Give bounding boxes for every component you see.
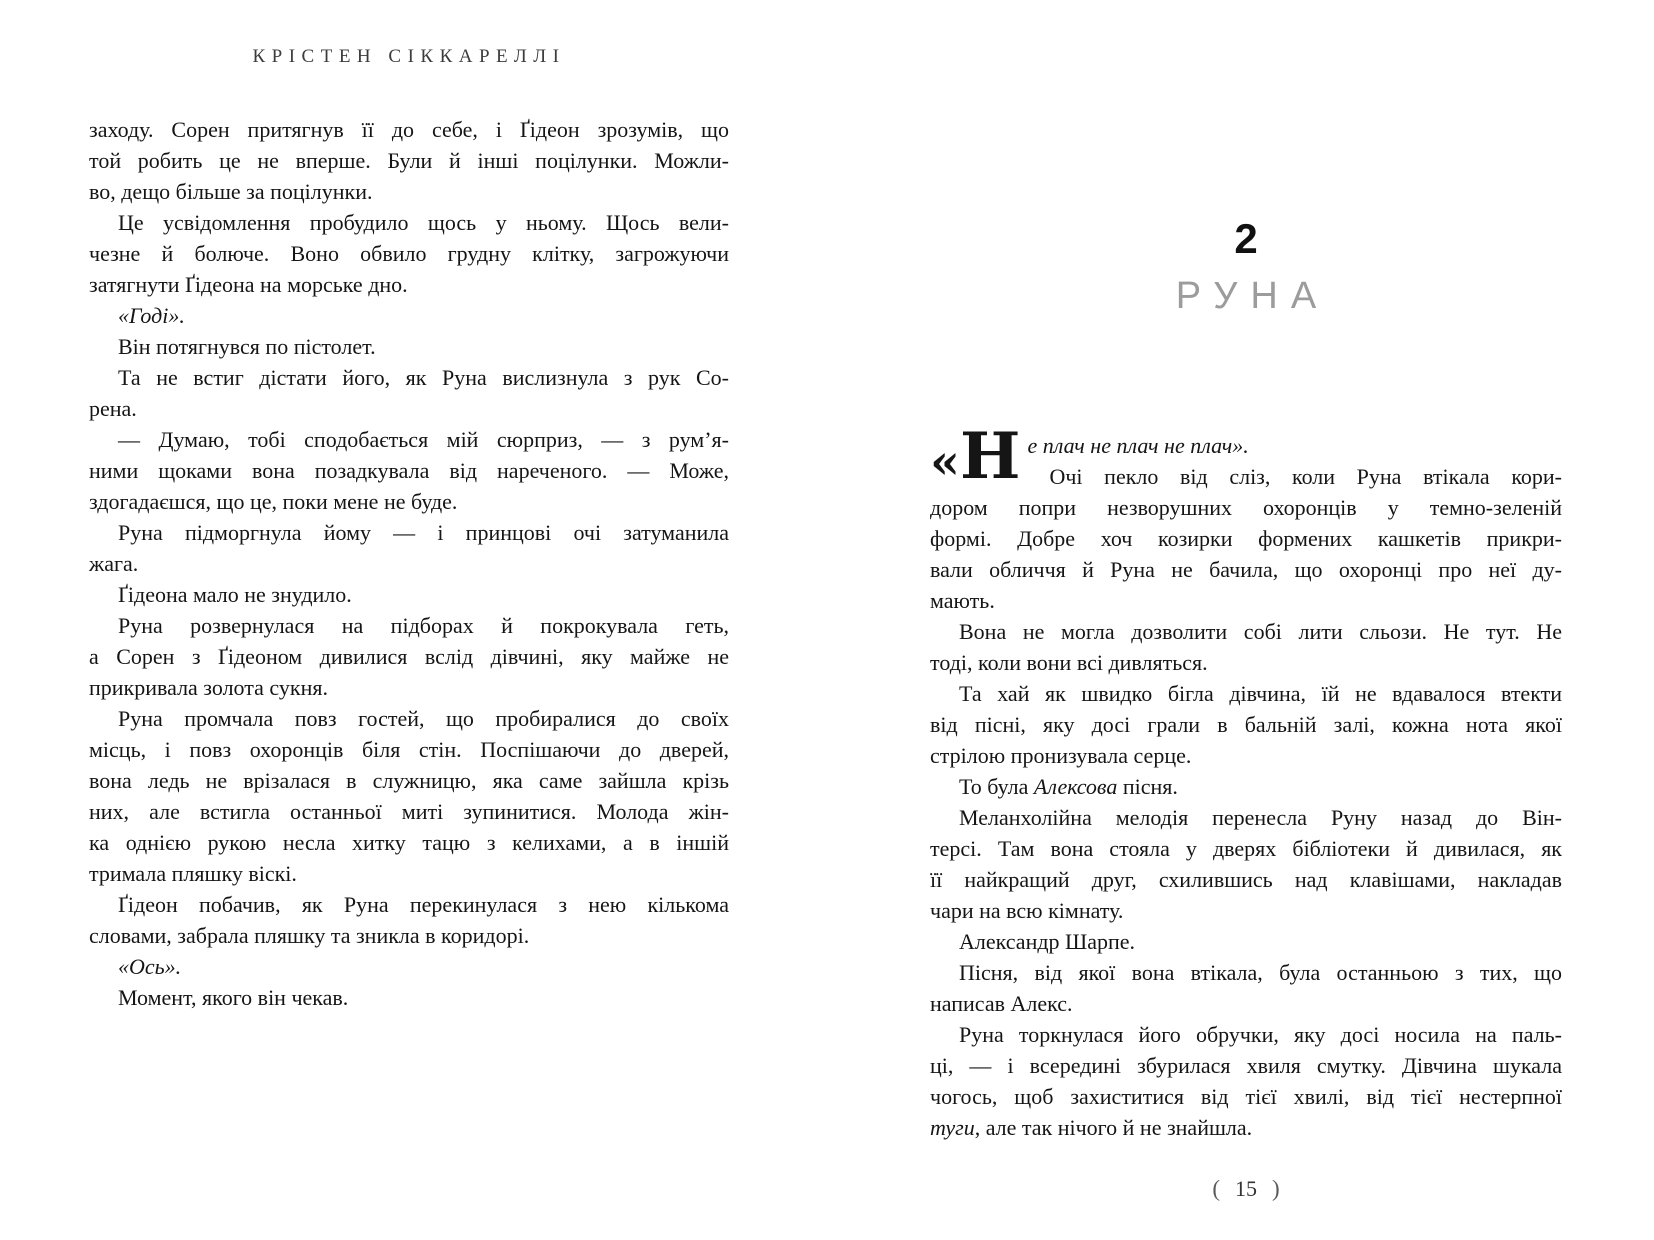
- text-segment: прикривала золота сукня.: [89, 675, 328, 700]
- folio-number: 15: [1235, 1176, 1257, 1201]
- text-line: [89, 207, 729, 238]
- chapter-number: 2: [1234, 215, 1258, 262]
- text-segment: — Думаю, тобі сподобається мій сюрприз, — з рум’я-: [118, 427, 729, 452]
- text-line: [89, 114, 729, 145]
- text-segment: мають.: [930, 588, 995, 613]
- text-line: [930, 895, 1562, 926]
- text-segment: той робить це не вперше. Були й інші поцілунки. Можли-: [89, 148, 729, 173]
- text-segment: Та хай як швидко бігла дівчина, їй не вдавалося втекти: [959, 681, 1562, 706]
- paragraph: [89, 889, 729, 951]
- paragraph: [930, 926, 1562, 957]
- paragraph: [930, 1019, 1562, 1143]
- text-segment: «Годі».: [118, 303, 185, 328]
- folio-open-paren: (: [1212, 1176, 1220, 1201]
- paragraph: [930, 771, 1562, 802]
- running-header: КРІСТЕН СІККАРЕЛЛІ: [252, 46, 566, 67]
- text-segment: Руна розвернулася на підборах й покрокувала геть,: [118, 613, 729, 638]
- paragraph: [89, 362, 729, 424]
- text-line: [89, 734, 729, 765]
- text-segment: Александр Шарпе.: [959, 929, 1136, 954]
- text-line: [930, 957, 1562, 988]
- paragraph: [89, 331, 729, 362]
- text-line: [930, 554, 1562, 585]
- text-segment: стрілою пронизувала серце.: [930, 743, 1192, 768]
- text-segment: Алексова: [1033, 774, 1118, 799]
- text-segment: заходу. Сорен притягнув її до себе, і Ґідеон зрозумів, що: [89, 117, 729, 142]
- text-segment: тоді, коли вони всі дивляться.: [930, 650, 1208, 675]
- text-line: [930, 1081, 1562, 1112]
- paragraph: [89, 300, 729, 331]
- paragraph: [89, 703, 729, 889]
- text-segment: терсі. Там вона стояла у дверях бібліотеки й дивилася, як: [930, 836, 1562, 861]
- text-segment: словами, забрала пляшку та зникла в коридорі.: [89, 923, 530, 948]
- left-page-body: [89, 114, 729, 1013]
- text-segment: них, але встигла останньої миті зупинитися. Молода жін-: [89, 799, 729, 824]
- text-line: [89, 393, 729, 424]
- chapter-title: РУНА: [1175, 275, 1330, 317]
- text-segment: Руна підморгнула йому — і принцові очі затуманила: [118, 520, 729, 545]
- text-segment: «Ось».: [118, 954, 182, 979]
- text-line: [89, 176, 729, 207]
- text-line: [930, 771, 1562, 802]
- folio-close-paren: ): [1272, 1176, 1280, 1201]
- text-segment: тримала пляшку віскі.: [89, 861, 297, 886]
- text-segment: а Сорен з Ґідеоном дивилися вслід дівчині, яку майже не: [89, 644, 729, 669]
- paragraph: [89, 207, 729, 300]
- text-segment: Це усвідомлення пробудило щось у ньому. Щось вели-: [118, 210, 729, 235]
- text-segment: від пісні, яку досі грали в бальній залі, кожна нота якої: [930, 712, 1562, 737]
- opening-quote-mark: «: [930, 434, 960, 490]
- drop-cap-letter: Н: [960, 419, 1021, 494]
- text-line: [930, 1019, 1562, 1050]
- text-line: [930, 1112, 1562, 1143]
- text-line: [930, 709, 1562, 740]
- text-line: [930, 523, 1562, 554]
- text-line: [89, 548, 729, 579]
- text-line: [930, 492, 1562, 523]
- text-segment: ка однією рукою несла хитку тацю з келихами, а в іншій: [89, 830, 729, 855]
- text-line: [89, 951, 729, 982]
- text-line: [89, 517, 729, 548]
- page-number: [930, 1176, 1562, 1202]
- text-line: [89, 982, 729, 1013]
- text-line: [930, 647, 1562, 678]
- text-segment: жага.: [89, 551, 139, 576]
- text-segment: Ґідеона мало не знудило.: [118, 582, 352, 607]
- text-line: [89, 362, 729, 393]
- paragraph: [89, 424, 729, 517]
- text-line: [930, 833, 1562, 864]
- text-line: [89, 920, 729, 951]
- text-line: [89, 579, 729, 610]
- text-line: [89, 300, 729, 331]
- text-segment: ці, — і всередині збурилася хвиля смутку. Дівчина шукала: [930, 1053, 1562, 1078]
- chapter-opening: [930, 419, 1562, 616]
- paragraph: [930, 678, 1562, 771]
- text-line: [89, 455, 729, 486]
- text-segment: чари на всю кімнату.: [930, 898, 1124, 923]
- text-segment: формі. Добре хоч козирки формених кашкетів прикри-: [930, 526, 1562, 551]
- text-segment: здогадаєшся, що це, поки мене не буде.: [89, 489, 458, 514]
- text-segment: Ґідеон побачив, як Руна перекинулася з нею кількома: [118, 892, 729, 917]
- text-line: [89, 486, 729, 517]
- text-segment: пісня.: [1117, 774, 1178, 799]
- text-segment: Та не встиг дістати його, як Руна вислизнула з рук Со-: [118, 365, 729, 390]
- text-line: [930, 585, 1562, 616]
- text-segment: Руна торкнулася його обручки, яку досі носила на паль-: [959, 1022, 1562, 1047]
- text-segment: туги: [930, 1115, 975, 1140]
- text-segment: дором попри незворушних охоронців у темно-зеленій: [930, 495, 1562, 520]
- text-segment: рена.: [89, 396, 137, 421]
- text-line: [89, 889, 729, 920]
- paragraph: [89, 114, 729, 207]
- text-line: [930, 864, 1562, 895]
- text-segment: Момент, якого він чекав.: [118, 985, 349, 1010]
- text-line: [89, 796, 729, 827]
- text-segment: ними щоками вона позадкувала від нареченого. — Може,: [89, 458, 729, 483]
- paragraph: [930, 957, 1562, 1019]
- paragraph: [89, 517, 729, 579]
- text-segment: То була: [959, 774, 1034, 799]
- drop-cap: [930, 419, 1027, 494]
- text-segment: чогось, щоб захиститися від тієї хвилі, від тієї нестерпної: [930, 1084, 1562, 1109]
- text-line: [89, 238, 729, 269]
- text-segment: Руна промчала повз гостей, що пробиралися до своїх: [118, 706, 729, 731]
- text-segment: Він потягнувся по пістолет.: [118, 334, 376, 359]
- text-segment: місць, і повз охоронців біля стін. Поспішаючи до дверей,: [89, 737, 729, 762]
- text-segment: вона ледь не врізалася в служницю, яка саме зайшла крізь: [89, 768, 729, 793]
- paragraph: [89, 951, 729, 982]
- text-segment: написав Алекс.: [930, 991, 1073, 1016]
- text-line: [89, 641, 729, 672]
- paragraph: [930, 616, 1562, 678]
- paragraph: [89, 982, 729, 1013]
- text-line: [930, 678, 1562, 709]
- text-line: [930, 926, 1562, 957]
- text-line: [89, 424, 729, 455]
- text-line: [89, 703, 729, 734]
- text-line: [89, 672, 729, 703]
- paragraph: [930, 802, 1562, 926]
- text-line: [89, 269, 729, 300]
- text-segment: Пісня, від якої вона втікала, була останньою з тих, що: [959, 960, 1562, 985]
- text-line: [930, 802, 1562, 833]
- text-segment: Вона не могла дозволити собі лити сльози. Не тут. Не: [959, 619, 1562, 644]
- text-line: [930, 1050, 1562, 1081]
- text-segment: чезне й болюче. Воно обвило грудну клітку, загрожуючи: [89, 241, 729, 266]
- text-segment: Меланхолійна мелодія перенесла Руну назад до Він-: [959, 805, 1562, 830]
- paragraph: [89, 610, 729, 703]
- text-line: [930, 988, 1562, 1019]
- text-line: [89, 827, 729, 858]
- text-line: [89, 765, 729, 796]
- text-segment: во, дещо більше за поцілунки.: [89, 179, 373, 204]
- text-segment: затягнути Ґідеона на морське дно.: [89, 272, 408, 297]
- text-line: [89, 610, 729, 641]
- text-segment: Очі пекло від сліз, коли Руна втікала кори-: [1049, 464, 1562, 489]
- right-page-body: [930, 419, 1562, 1143]
- text-segment: її найкращий друг, схилившись над клавішами, накладав: [930, 867, 1562, 892]
- chapter-heading: [930, 215, 1562, 317]
- text-line: [930, 740, 1562, 771]
- text-line: [930, 616, 1562, 647]
- text-line: [89, 858, 729, 889]
- opening-quote-line: е плач не плач не плач».: [1027, 433, 1249, 458]
- paragraph: [89, 579, 729, 610]
- text-segment: вали обличчя й Руна не бачила, що охоронці про неї ду-: [930, 557, 1562, 582]
- text-segment: , але так нічого й не знайшла.: [974, 1115, 1253, 1140]
- text-line: [89, 331, 729, 362]
- text-line: [89, 145, 729, 176]
